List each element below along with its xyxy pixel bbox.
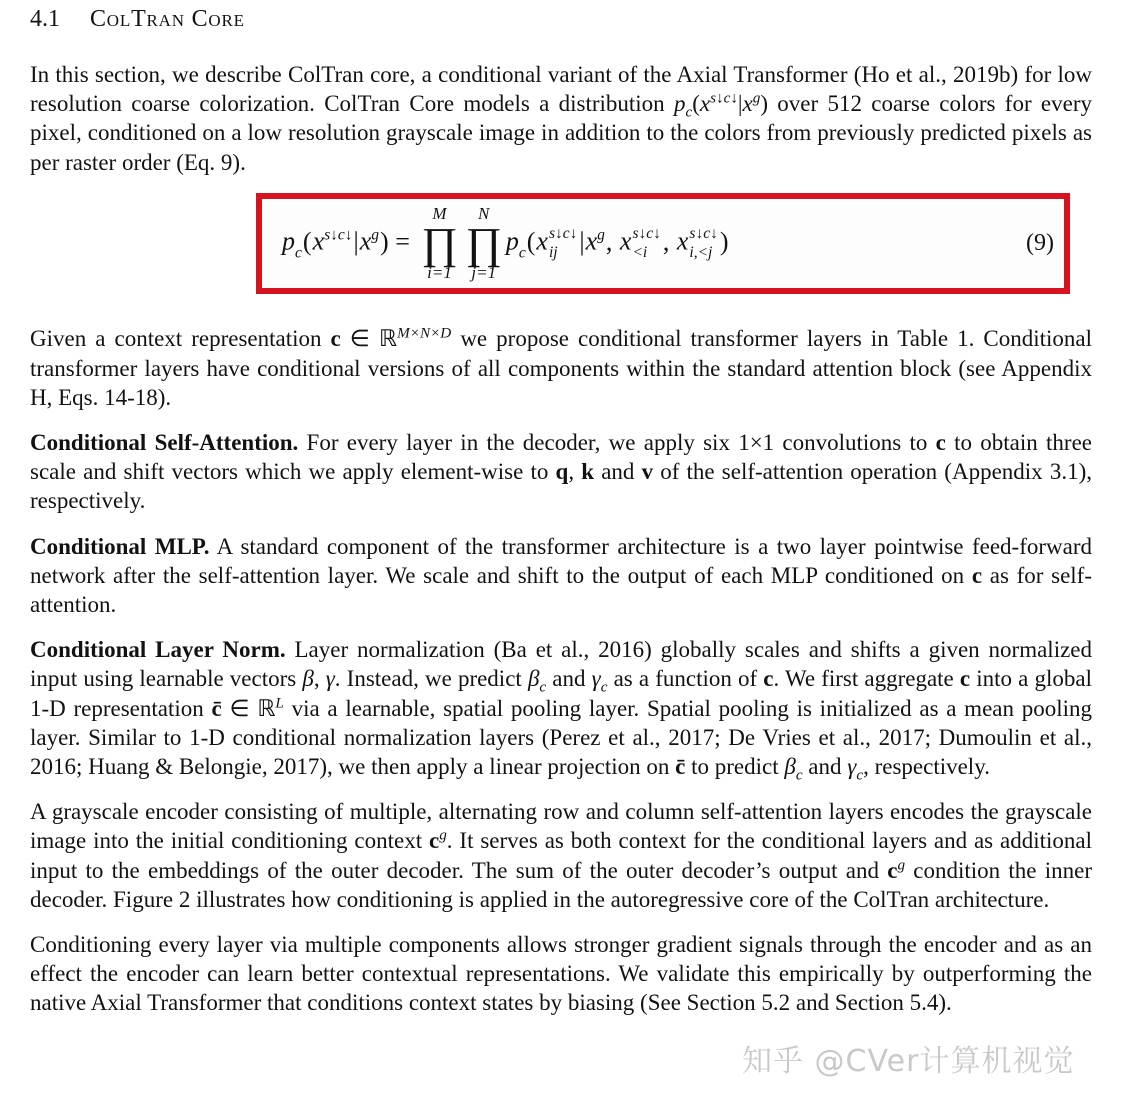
paragraph-grayscale-encoder xyxy=(30,797,1092,914)
text-segment: c xyxy=(887,857,898,883)
math-subscript: c xyxy=(295,244,302,262)
text-segment: x xyxy=(699,91,711,117)
equation-box-red-highlight xyxy=(256,193,1070,294)
text-segment: to predict xyxy=(685,753,785,779)
body-paragraphs xyxy=(30,324,1092,1017)
math-operator: | xyxy=(353,226,359,256)
text-segment: c̄ xyxy=(211,695,222,721)
section-title: ColTran Core xyxy=(90,6,245,32)
math-subscript: c xyxy=(518,244,526,262)
text-segment: For every layer in the decoder, we apply six 1×1 convolutions to xyxy=(298,429,936,455)
text-segment: Layer normalization (Ba et al., 2016) globally scales and shifts a given normalized input using learnable vectors xyxy=(30,637,1092,692)
text-segment: | xyxy=(737,91,743,117)
text-segment: Conditional Layer Norm. xyxy=(30,637,286,663)
paragraph-conditional-self-attention xyxy=(30,428,1092,516)
math-superscript: s↓c↓ xyxy=(632,224,661,242)
text-segment: c xyxy=(935,429,946,455)
text-segment: of the self-attention operation (Appendix 3.1), respectively. xyxy=(30,459,1092,514)
text-segment: c̄ xyxy=(675,753,686,779)
math-variable: x xyxy=(359,226,372,256)
watermark: 知乎 @CVer计算机视觉 xyxy=(742,1044,1075,1079)
product-symbol: ∏ xyxy=(465,218,502,268)
text-segment: β xyxy=(527,666,540,692)
text-segment: β xyxy=(302,666,314,692)
text-segment: . Instead, we predict xyxy=(334,666,528,692)
math-subscript: <i xyxy=(632,243,648,261)
text-segment: M×N×D xyxy=(397,324,452,342)
text-segment: . We first aggregate xyxy=(773,666,960,692)
math-operator: ( xyxy=(302,226,312,256)
text-segment: v xyxy=(641,459,654,485)
text-segment: c xyxy=(959,666,971,692)
math-variable: x xyxy=(585,226,598,256)
text-segment: into a global 1-D representation xyxy=(30,666,1093,721)
text-segment: γ xyxy=(591,666,601,692)
text-segment: p xyxy=(673,91,686,117)
text-segment: c xyxy=(856,766,864,784)
text-segment: c xyxy=(539,678,547,696)
math-superscript: s↓c↓ xyxy=(689,224,718,242)
math-operator: ) = xyxy=(380,226,417,256)
text-segment: Conditional MLP. xyxy=(30,533,210,559)
paragraph-intro xyxy=(30,60,1092,177)
text-segment: A grayscale encoder consisting of multiple, alternating row and column self-attention layers encodes the grayscale image into the initial conditioning context xyxy=(30,799,1092,854)
text-segment: condition the inner decoder. Figure 2 illustrates how conditioning is applied in the autoregressive core of the ColTran architecture. xyxy=(30,857,1092,912)
math-operator: , xyxy=(605,226,619,256)
paragraph-conditional-mlp xyxy=(30,532,1092,620)
math-superscript: s↓c↓ xyxy=(548,224,578,242)
text-segment: c xyxy=(971,562,983,588)
math-subscript: ij xyxy=(548,243,558,261)
text-segment: as a function of xyxy=(607,666,764,692)
math-operator: ) xyxy=(719,226,729,256)
product-lower-limit: j=1 xyxy=(471,263,497,283)
math-subscript: i,<j xyxy=(689,243,713,261)
text-segment: to obtain three scale and shift vectors which we apply element-wise to xyxy=(30,429,1092,485)
text-segment: ) over 512 coarse colors for every pixel, conditioned on a low resolution grayscale image in addition to the colors from previously predicted pixels as per raster order (Eq. 9). xyxy=(30,91,1092,175)
math-variable: x xyxy=(536,226,548,256)
product-operator xyxy=(466,205,502,282)
product-symbol: ∏ xyxy=(421,218,458,268)
text-segment: , xyxy=(313,666,326,692)
section-heading xyxy=(30,6,1092,33)
text-segment: In this section, we describe ColTran core, a conditional variant of the Axial Transformer (Ho et al., 2019b) for low resolution coarse colorization. ColTran Core models a distribution xyxy=(30,62,1092,117)
math-superscript: s↓c↓ xyxy=(324,226,353,244)
text-segment: c xyxy=(685,103,693,121)
text-segment: Given a context representation xyxy=(30,326,331,352)
text-segment: we propose conditional transformer layers in Table 1. Conditional transformer layers have conditional versions of all components within the standard attention block (see Appendix H, Eqs. 14-18). xyxy=(30,326,1092,410)
math-supsub xyxy=(632,225,660,262)
text-segment: L xyxy=(275,693,284,711)
math-superscript: g xyxy=(597,226,605,244)
text-segment: , respectively. xyxy=(863,753,990,779)
text-segment: c xyxy=(428,828,440,854)
text-segment: c xyxy=(600,678,608,696)
product-upper-limit: N xyxy=(478,203,490,223)
text-segment: via a learnable, spatial pooling layer. Spatial pooling is initialized as a mean pooling layer. Similar to 1-D conditional normalization layers (Perez et al., 2017; De Vries et al., 2017; Dumoulin et al., 2016; Huang & Belongie, 2017), we then apply a linear projection on xyxy=(30,695,1092,779)
text-segment: c xyxy=(763,666,774,692)
text-segment: s↓c↓ xyxy=(710,89,738,107)
paragraph-conditioning-every-layer xyxy=(30,930,1092,1018)
math-variable: x xyxy=(619,226,632,256)
text-segment: Conditional Self-Attention. xyxy=(30,429,299,455)
equation-number: (9) xyxy=(1026,230,1054,257)
math-variable: x xyxy=(312,226,325,256)
math-operator: ( xyxy=(526,226,536,256)
text-segment: ( xyxy=(692,91,700,117)
text-segment: . It serves as both context for the conditional layers and as additional input to the embeddings of the outer decoder. The sum of the outer decoder’s output and xyxy=(30,828,1092,883)
text-segment: g xyxy=(752,89,761,107)
math-supsub xyxy=(689,225,717,262)
text-segment: Conditioning every layer via multiple components allows stronger gradient signals through the encoder and as an effect the encoder can learn better contextual representations. We validate this empirically by outperforming the native Axial Transformer that conditions context states by biasing (See Section 5.2 and Section 5.4). xyxy=(30,931,1092,1016)
paragraph-conditional-layer-norm xyxy=(30,635,1093,784)
paragraph-context-representation xyxy=(30,324,1092,412)
equation-content xyxy=(282,205,1018,282)
text-segment: A standard component of the transformer architecture is a two layer pointwise feed-forward network after the self-attention layer. We scale and shift to the output of each MLP conditioned on xyxy=(30,533,1092,588)
math-variable: p xyxy=(505,226,519,256)
product-upper-limit: M xyxy=(432,203,447,223)
math-superscript: g xyxy=(371,226,380,244)
text-segment: and xyxy=(594,459,642,485)
math-variable: p xyxy=(282,226,295,256)
text-segment: and xyxy=(802,753,848,779)
text-segment: ∈ ℝ xyxy=(340,326,398,352)
product-lower-limit: i=1 xyxy=(427,263,452,283)
math-operator: | xyxy=(579,226,585,256)
text-segment: c xyxy=(330,326,341,352)
text-segment: q xyxy=(555,459,569,485)
math-supsub xyxy=(549,225,577,262)
product-operator xyxy=(421,205,457,282)
text-segment: γ xyxy=(847,753,857,779)
text-segment: as for self-attention. xyxy=(30,562,1092,617)
text-segment: g xyxy=(897,855,906,873)
section-number: 4.1 xyxy=(30,6,60,32)
text-segment: g xyxy=(439,826,447,844)
text-segment: , xyxy=(568,459,582,485)
text-segment: k xyxy=(581,459,595,485)
text-segment: β xyxy=(784,753,796,779)
math-variable: x xyxy=(676,226,689,256)
text-segment: c xyxy=(795,766,803,784)
text-segment: γ xyxy=(325,666,335,692)
text-segment: ∈ ℝ xyxy=(221,695,276,721)
text-segment: and xyxy=(546,666,592,692)
math-operator: , xyxy=(662,226,676,256)
text-segment: x xyxy=(742,91,753,117)
